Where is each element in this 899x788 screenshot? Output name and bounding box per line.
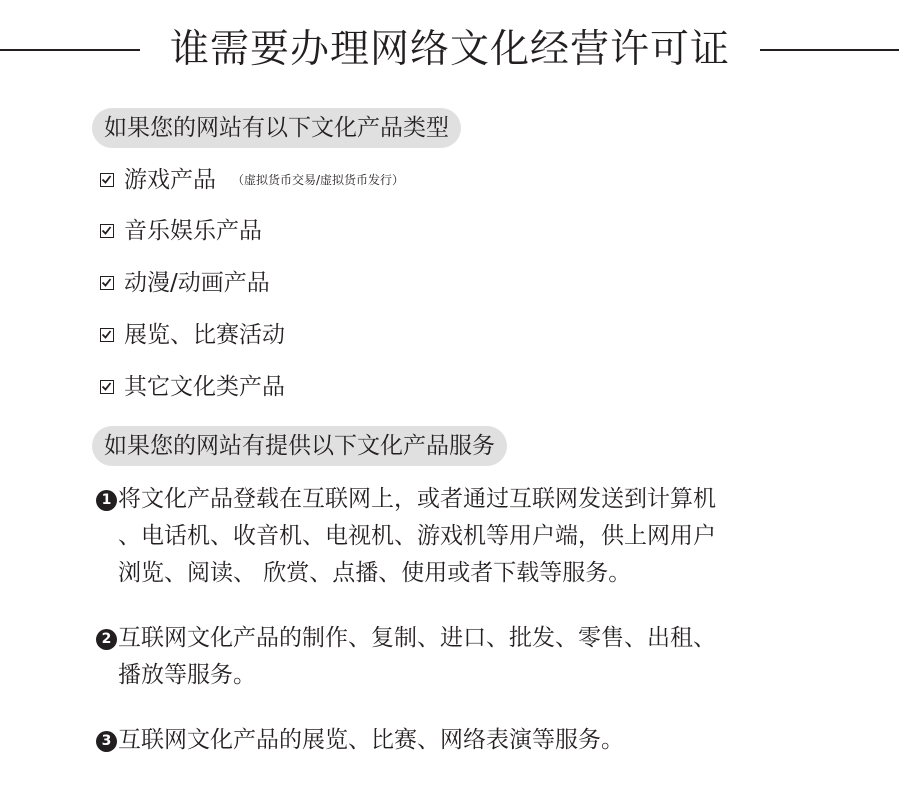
service-line: 2 互联网文化产品的制作、复制、进口、批发、零售、出租、	[96, 620, 816, 657]
check-item-label: 其它文化类产品	[124, 374, 285, 400]
check-item-animation	[100, 266, 270, 300]
service-line: 3 互联网文化产品的展览、比赛、网络表演等服务。	[96, 722, 816, 759]
service-line: 、电话机、收音机、电视机、游戏机等用户端，供上网用户	[118, 523, 716, 549]
check-item-exhibition	[100, 318, 285, 352]
title-row	[0, 22, 899, 78]
check-item-note: （虚拟货币交易/虚拟货币发行）	[232, 173, 405, 187]
check-item-label: 音乐娱乐产品	[124, 218, 262, 244]
section-heading-services: 如果您的网站有提供以下文化产品服务	[92, 426, 507, 466]
check-item-music	[100, 214, 262, 248]
check-item-label: 展览、比赛活动	[124, 322, 285, 348]
checkbox-checked-icon	[100, 276, 114, 290]
checkbox-checked-icon	[100, 173, 114, 187]
service-line: 浏览、阅读、 欣赏、点播、使用或者下载等服务。	[118, 560, 632, 586]
section-heading-product-types: 如果您的网站有以下文化产品类型	[92, 108, 461, 148]
number-badge-icon: 2	[96, 629, 117, 650]
number-badge-icon: 3	[96, 731, 117, 752]
title-divider-left	[0, 49, 140, 51]
service-item-1	[96, 481, 816, 592]
check-item-other	[100, 370, 285, 404]
number-badge-icon: 1	[96, 490, 117, 511]
page-title: 谁需要办理网络文化经营许可证	[169, 27, 730, 72]
checkbox-checked-icon	[100, 380, 114, 394]
checkbox-checked-icon	[100, 224, 114, 238]
service-item-2	[96, 620, 816, 694]
service-line: 播放等服务。	[118, 662, 256, 688]
check-item-label: 游戏产品	[124, 167, 216, 193]
service-item-3	[96, 722, 816, 759]
checkbox-checked-icon	[100, 328, 114, 342]
title-divider-right	[760, 49, 899, 51]
service-line: 1 将文化产品登载在互联网上，或者通过互联网发送到计算机	[96, 481, 816, 518]
check-item-label: 动漫/动画产品	[124, 270, 270, 296]
check-item-games	[100, 163, 404, 197]
